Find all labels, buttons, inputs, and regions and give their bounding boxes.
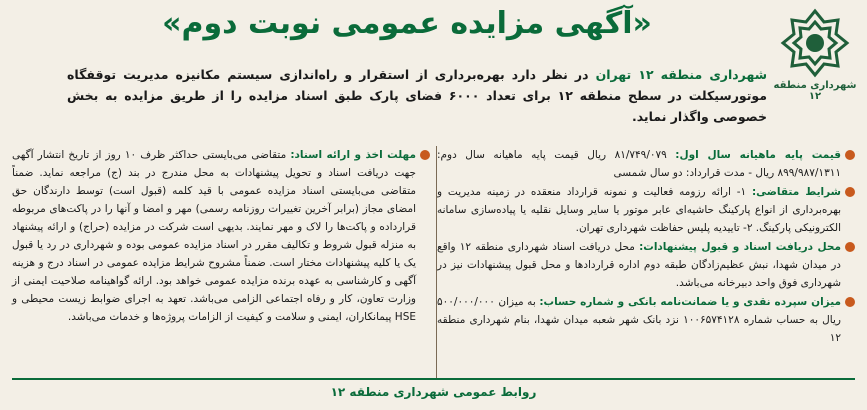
bullet-icon xyxy=(420,150,430,160)
item-title: میزان سپرده نقدی و یا ضمانت‌نامه بانکی و شماره حساب: xyxy=(539,296,841,308)
item-title: شرایط متقاضی: xyxy=(751,186,841,198)
terms-item xyxy=(437,293,855,347)
item-title: قیمت پایه ماهیانه سال اول: xyxy=(675,149,842,161)
item-text: به میزان ۵۰۰/۰۰۰/۰۰۰ ریال به حساب شماره ۱۰۰۶۵۷۴۱۲۸ نزد بانک شهر شعبه میدان شهدا، بنام شهرداری منطقه ۱۲ xyxy=(437,296,841,344)
left-column xyxy=(12,146,430,378)
item-text: محل دریافت اسناد شهرداری منطقه ۱۲ واقع در میدان شهدا، نبش عظیم‌زادگان طبقه دوم اداره قراردادها و محل قبول پیشنهادات نیز در شهرداری فوق واحد دبیرخانه می‌باشد. xyxy=(437,241,841,289)
item-text: ۱- ارائه رزومه فعالیت و نمونه قرارداد منعقده در زمینه مدیریت و بهره‌برداری از انواع پارکینگ حاشیه‌ای عابر موتور یا سایر وسایل نقلیه یا پیاده‌سازی سامانه الکترونیکی پارکینگ. ۲- تاییدیه پلیس حفاظت شهرداری تهران. xyxy=(437,186,841,234)
bullet-icon xyxy=(845,297,855,307)
intro-body: در نظر دارد بهره‌برداری از استقرار و راه‌اندازی سیستم مکانیزه مدیریت توقفگاه موتورسیکلت در سطح منطقه ۱۲ برای تعداد ۶۰۰۰ فضای پارک طبق اسناد مزایده را از طریق مزایده به بخش خصوصی واگذار نماید. xyxy=(67,67,767,124)
bullet-icon xyxy=(845,242,855,252)
column-divider xyxy=(436,146,437,378)
intro-org: شهرداری منطقه ۱۲ تهران xyxy=(595,67,767,82)
terms-item xyxy=(12,146,430,326)
item-text: متقاضی می‌بایستی حداکثر ظرف ۱۰ روز از تاریخ انتشار آگهی جهت دریافت اسناد و تحویل پیشنهادات به محل مندرج در بند (ج) مراجعه نماید. ضمناً متقاضی می‌بایستی اسناد مزایده عمومی با قید کلمه (قبول است) توسط دارندگان حق امضای مجاز (برابر آخرین تغییرات روزنامه رسمی) مهر و امضا و آنها را در پاکت‌های مربوطه قرارداده و پاکت‌ها را لاک و مهر نمایند. بدیهی است شرکت در مزایده (حراج) و ارائه پیشنهاد به منزله قبول شروط و تکالیف مقرر در اسناد مزایده عمومی بوده و شهرداری در رد یا قبول یک یا کلیه پیشنهادات مختار است. ضمناً مشروح شرایط مزایده عمومی در اسناد درج و هزینه آگهی و کارشناسی به عهده برنده مزایده عمومی خواهد بود. ارائه گواهینامه صلاحیت ایمنی از وزارت تعاون، کار و رفاه اجتماعی الزامی می‌باشد. تعهد به اجرای ضوابط زیست محیطی و HSE پیمانکاران، ایمنی و سلامت و کیفیت از الزامات پروژه‌ها و خدمات می‌باشد. xyxy=(12,149,416,323)
terms-item xyxy=(437,238,855,292)
right-column xyxy=(437,146,855,378)
item-title: مهلت اخذ و ارائه اسناد: xyxy=(290,149,416,161)
intro-paragraph xyxy=(67,64,767,127)
municipality-logo xyxy=(773,8,857,104)
item-title: محل دریافت اسناد و قبول پیشنهادات: xyxy=(639,241,841,253)
logo-caption: شهرداری منطقه ۱۲ xyxy=(773,80,857,102)
bullet-icon xyxy=(845,150,855,160)
notice-columns xyxy=(12,146,855,378)
terms-item xyxy=(437,146,855,182)
municipality-emblem-icon xyxy=(780,8,850,78)
terms-item xyxy=(437,183,855,237)
bullet-icon xyxy=(845,187,855,197)
footer-signature: روابط عمومی شهرداری منطقه ۱۲ xyxy=(12,378,855,404)
item-text: ۸۱/۷۴۹/۰۷۹ ریال قیمت پایه ماهیانه سال دوم: ۸۹۹/۹۸۷/۱۳۱۱ ریال - مدت قرارداد: دو سال شمسی xyxy=(437,149,841,179)
notice-title: «آگهی مزایده عمومی نوبت دوم» xyxy=(162,6,652,41)
